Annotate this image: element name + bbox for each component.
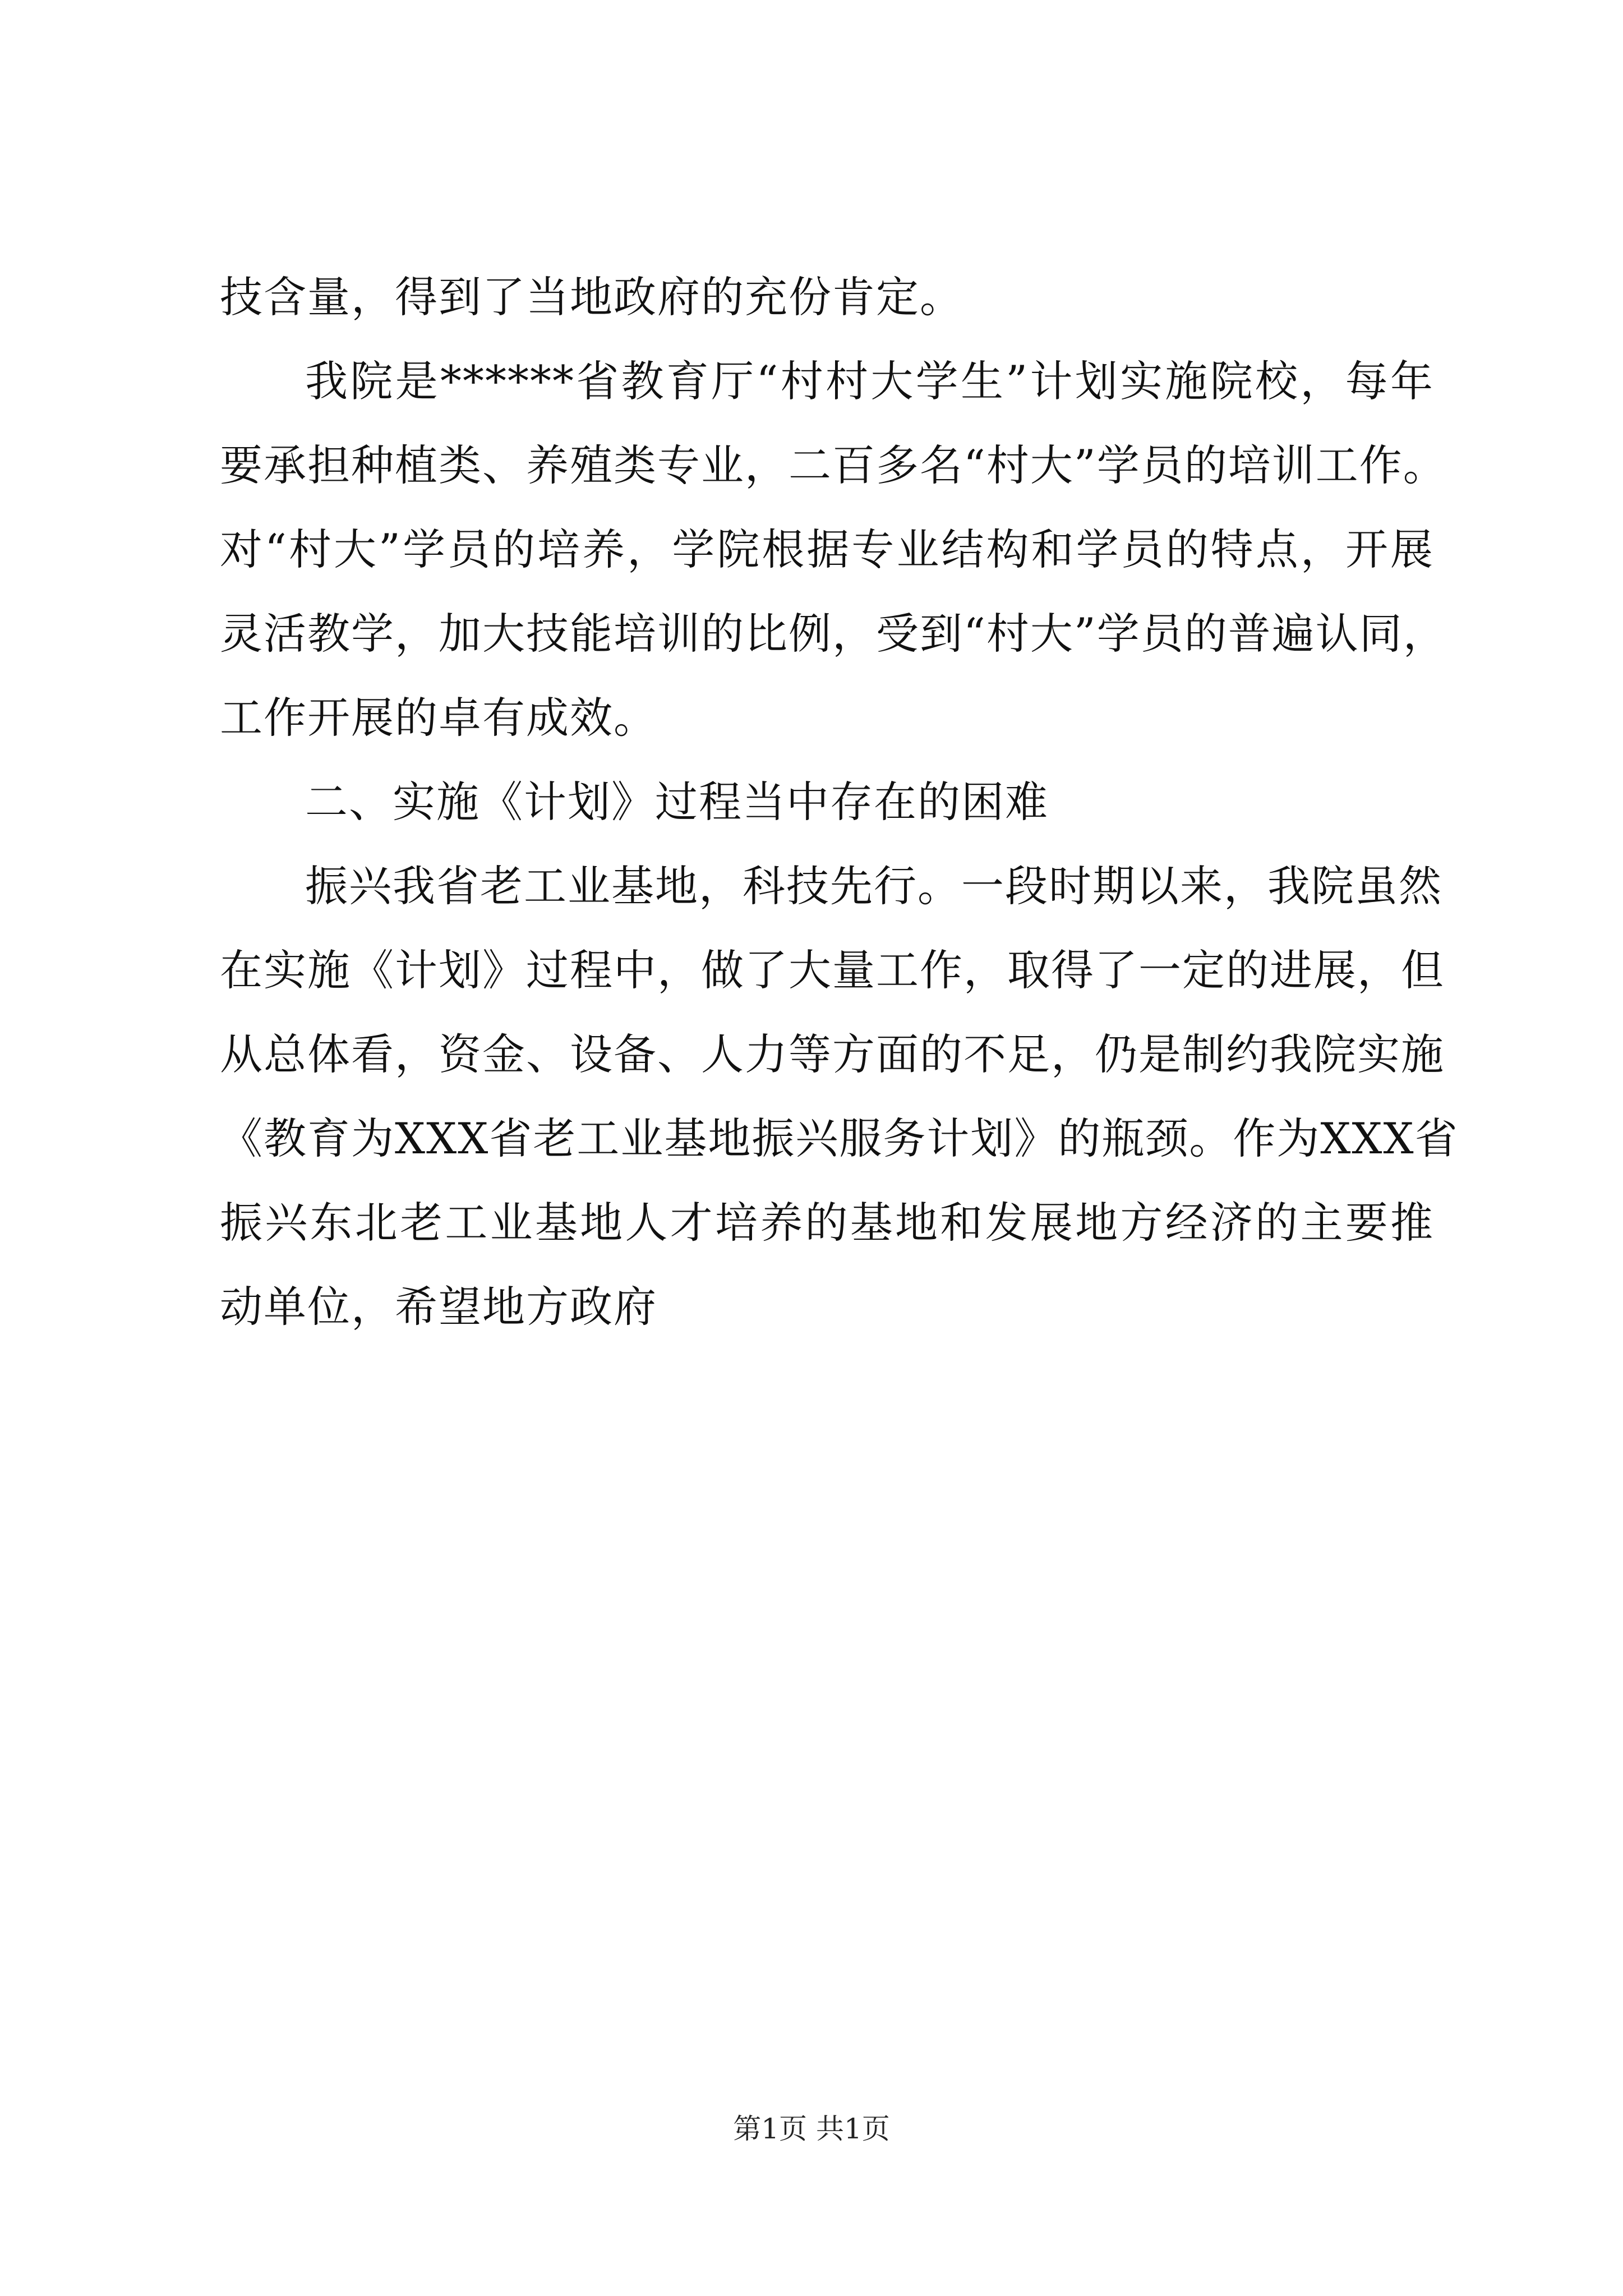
paragraph-line: 对“村大”学员的培养，学院根据专业结构和学员的特点，开展 (220, 524, 1434, 574)
paragraph-line: 振兴东北老工业基地人才培养的基地和发展地方经济的主要推 (220, 1198, 1434, 1248)
paragraph-line: 振兴我省老工业基地，科技先行。一段时期以来，我院虽然 (305, 861, 1442, 911)
paragraph-line: 动单位，希望地方政府 (220, 1282, 657, 1332)
paragraph-line: 灵活教学，加大技能培训的比例，受到“村大”学员的普遍认同， (220, 609, 1447, 659)
paragraph-line: 我院是******省教育厅“村村大学生”计划实施院校，每年 (305, 356, 1434, 406)
paragraph-line: 《教育为XXX省老工业基地振兴服务计划》的瓶颈。作为XXX省 (220, 1114, 1459, 1163)
paragraph-line: 从总体看，资金、设备、人力等方面的不足，仍是制约我院实施 (220, 1029, 1445, 1079)
section-heading: 二、实施《计划》过程当中存在的困难 (305, 777, 1049, 827)
paragraph-line: 要承担种植类、养殖类专业，二百多名“村大”学员的培训工作。 (220, 440, 1447, 490)
document-body (220, 255, 1459, 1349)
paragraph-line: 技含量，得到了当地政府的充份肯定。 (220, 272, 963, 322)
page-number-footer: 第1页 共1页 (733, 2113, 890, 2145)
paragraph-line: 在实施《计划》过程中，做了大量工作，取得了一定的进展，但 (220, 945, 1445, 995)
paragraph-line: 工作开展的卓有成效。 (220, 693, 657, 743)
